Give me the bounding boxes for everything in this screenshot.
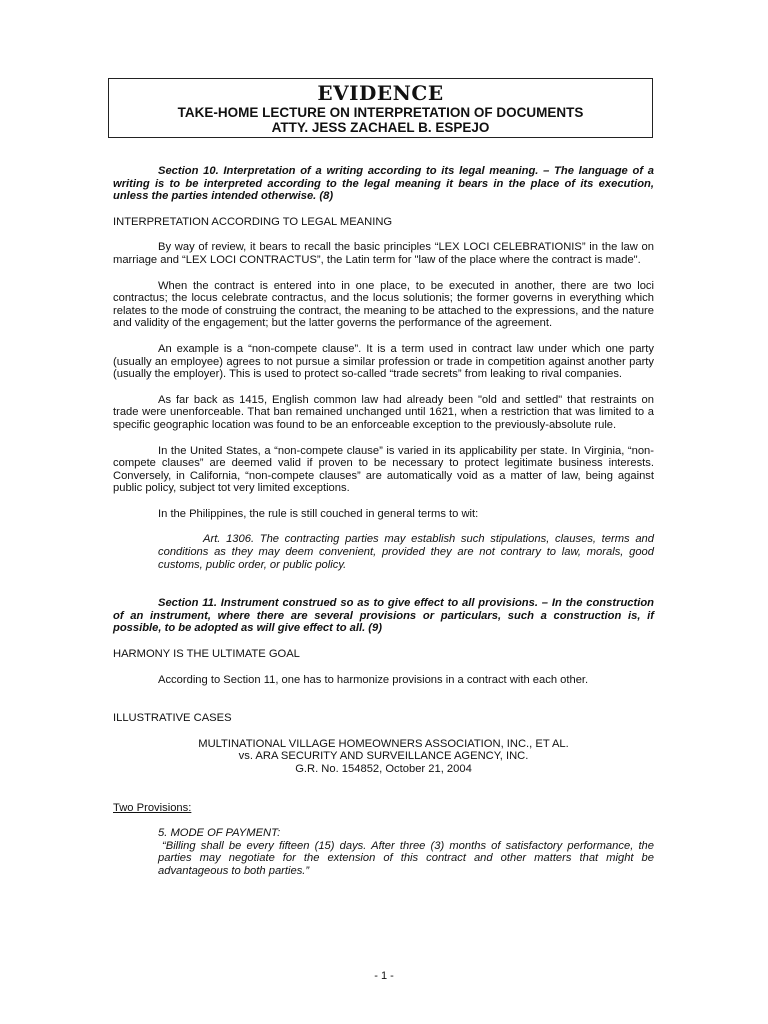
paragraph-7: According to Section 11, one has to harmonize provisions in a contract with each other. bbox=[158, 673, 589, 686]
title-box bbox=[108, 78, 653, 138]
page-number: - 1 - bbox=[374, 970, 394, 982]
provision-5 bbox=[113, 827, 654, 877]
article-1306-quote: Art. 1306. The contracting parties may establish such stipulations, clauses, terms and conditions as they may deem convenient, provided they are not contrary to law, morals, good customs, public order, or public policy. bbox=[158, 533, 654, 571]
document-body bbox=[113, 165, 654, 891]
paragraph-4: As far back as 1415, English common law had already been "old and settled" that restraints on trade were unenforceable. That ban remained unchanged until 1621, when a restriction that was limited to a specific geographic location was found to be an enforceable exception to the previously-absolute rule. bbox=[113, 393, 654, 431]
provision-5-label: 5. MODE OF PAYMENT: bbox=[158, 827, 281, 840]
heading-two-provisions-wrap bbox=[113, 802, 654, 815]
heading-legal-meaning: INTERPRETATION ACCORDING TO LEGAL MEANING bbox=[113, 215, 393, 228]
section-10-heading: Section 10. Interpretation of a writing according to its legal meaning. – The language of a writing is to be interpreted according to the legal meaning it bears in the place of its execution, unless the parties intended otherwise. (8) bbox=[113, 165, 654, 203]
document-subtitle: TAKE-HOME LECTURE ON INTERPRETATION OF DOCUMENTS bbox=[177, 105, 584, 120]
paragraph-6: In the Philippines, the rule is still couched in general terms to wit: bbox=[158, 507, 479, 520]
provision-5-text: “Billing shall be every fifteen (15) days. After three (3) months of satisfactory performance, the parties may negotiate for the extension of this contract and other matters that might be advantageous to both parties.” bbox=[158, 839, 654, 877]
heading-harmony: HARMONY IS THE ULTIMATE GOAL bbox=[113, 648, 300, 661]
document-title: EVIDENCE bbox=[317, 81, 444, 105]
section-11-heading: Section 11. Instrument construed so as to give effect to all provisions. – In the construction of an instrument, where there are several provisions or particulars, such a construction is, if possible, to be adopted as will give effect to all. (9) bbox=[113, 597, 654, 635]
paragraph-5: In the United States, a “non-compete clause” is varied in its applicability per state. In Virginia, “non-compete clauses” are deemed valid if proven to be necessary to protect legitimate business interests. Conversely, in California, “non-compete clauses” are automatically void as a matter of law, being against public policy, subject tot very limited exceptions. bbox=[113, 444, 654, 495]
heading-two-provisions: Two Provisions: bbox=[113, 801, 192, 814]
case-line-3: G.R. No. 154852, October 21, 2004 bbox=[295, 763, 472, 775]
case-citation bbox=[113, 738, 654, 776]
case-line-1: MULTINATIONAL VILLAGE HOMEOWNERS ASSOCIATION, INC., ET AL. bbox=[198, 737, 569, 750]
paragraph-1: By way of review, it bears to recall the basic principles “LEX LOCI CELEBRATIONIS” in the law on marriage and “LEX LOCI CONTRACTUS”, the Latin term for "law of the place where the contract is made". bbox=[113, 241, 654, 266]
heading-illustrative-cases: ILLUSTRATIVE CASES bbox=[113, 712, 232, 725]
paragraph-3: An example is a “non-compete clause”. It is a term used in contract law under which one party (usually an employee) agrees to not pursue a similar profession or trade in competition against another party (usually the employer). This is used to protect so-called “trade secrets” from leaking to rival companies. bbox=[113, 342, 654, 381]
paragraph-2: When the contract is entered into in one place, to be executed in another, there are two loci contractus; the locus celebrate contractus, and the locus solutionis; the former governs in everything which relates to the mode of construing the contract, the meaning to be attached to the expressions, and the nature and validity of the engagement; but the latter governs the performance of the agreement. bbox=[113, 279, 654, 330]
case-line-2: vs. ARA SECURITY AND SURVEILLANCE AGENCY, INC. bbox=[238, 750, 529, 763]
document-author: ATTY. JESS ZACHAEL B. ESPEJO bbox=[271, 120, 490, 135]
